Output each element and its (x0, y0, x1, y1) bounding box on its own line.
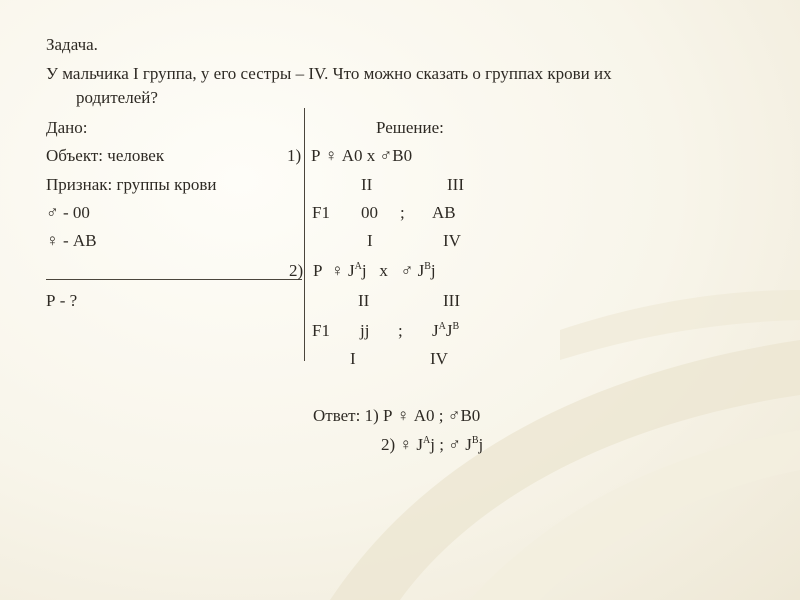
given-trait: Признак: группы крови (46, 175, 217, 194)
cross2-f1-separator: ; (398, 321, 403, 340)
problem-text-line1: У мальчика I группа, у его сестры – IV. Что можно сказать о группах крови их (46, 64, 612, 83)
female-symbol-icon: ♀ (399, 435, 413, 454)
cross2-f1-group-a: I (350, 349, 356, 368)
female-symbol-icon: ♀ (330, 261, 344, 280)
allele-b-superscript: B (452, 321, 460, 332)
allele-b-superscript: B (471, 435, 479, 446)
male-symbol-icon: ♂ (448, 435, 461, 454)
solution-heading: Решение: (376, 118, 444, 137)
gene-j: J (445, 321, 453, 340)
cross1-group-female: II (361, 175, 373, 194)
given-divider-line (46, 279, 302, 280)
cross2-female-gene: J (347, 261, 355, 280)
allele-a-superscript: A (423, 435, 431, 446)
cross1-group-male: III (447, 175, 464, 194)
cross2-male-gene: J (417, 261, 425, 280)
cross2-group-female: II (358, 291, 370, 310)
cross1-number: 1) (287, 146, 302, 165)
answer-line1: Ответ: 1) Р ♀ А0 ; ♂В0 (313, 406, 481, 425)
answer-line2 (381, 435, 483, 455)
cross1-parents: Р ♀ А0 х ♂В0 (311, 146, 413, 165)
allele-a-superscript: A (354, 261, 362, 272)
given-heading: Дано: (46, 118, 88, 137)
cross1-f1-group-b: IV (443, 231, 461, 250)
gene-j: J (465, 435, 472, 454)
task-title: Задача. (46, 35, 98, 54)
cross1-f1-label: F1 (312, 203, 330, 222)
cross2-number: 2) (289, 261, 304, 280)
given-find: Р - ? (46, 291, 78, 310)
cross1-f1-genotype-b: АВ (432, 203, 456, 222)
cross2-f1-label: F1 (312, 321, 330, 340)
cross-symbol: х (379, 261, 388, 280)
given-male: ♂ - 00 (46, 203, 90, 222)
allele-a-superscript: A (438, 321, 446, 332)
cross2-male-recessive: j (430, 261, 436, 280)
column-divider-line (304, 108, 305, 361)
cross2-f1-genotype-a: jj (360, 321, 370, 340)
cross2-f1-genotype-b (432, 321, 459, 341)
given-female: ♀ - АВ (46, 231, 97, 250)
cross2-parents (313, 261, 436, 281)
male-symbol-icon: ♂ (400, 261, 414, 280)
problem-text-line2: родителей? (76, 88, 158, 107)
answer-number2: 2) (381, 435, 396, 454)
gene-j-recessive: j (478, 435, 484, 454)
cross2-f1-group-b: IV (430, 349, 448, 368)
cross2-female-recessive: j (361, 261, 367, 280)
gene-j-recessive: j (430, 435, 436, 454)
gene-j: J (416, 435, 424, 454)
cross1-f1-genotype-a: 00 (361, 203, 378, 222)
cross2-p: Р (313, 261, 323, 280)
allele-b-superscript: B (424, 261, 431, 272)
given-object: Объект: человек (46, 146, 165, 165)
cross2-group-male: III (443, 291, 460, 310)
cross1-f1-separator: ; (400, 203, 405, 222)
cross1-f1-group-a: I (367, 231, 373, 250)
answer-separator: ; (439, 435, 444, 454)
gene-j: J (432, 321, 439, 340)
